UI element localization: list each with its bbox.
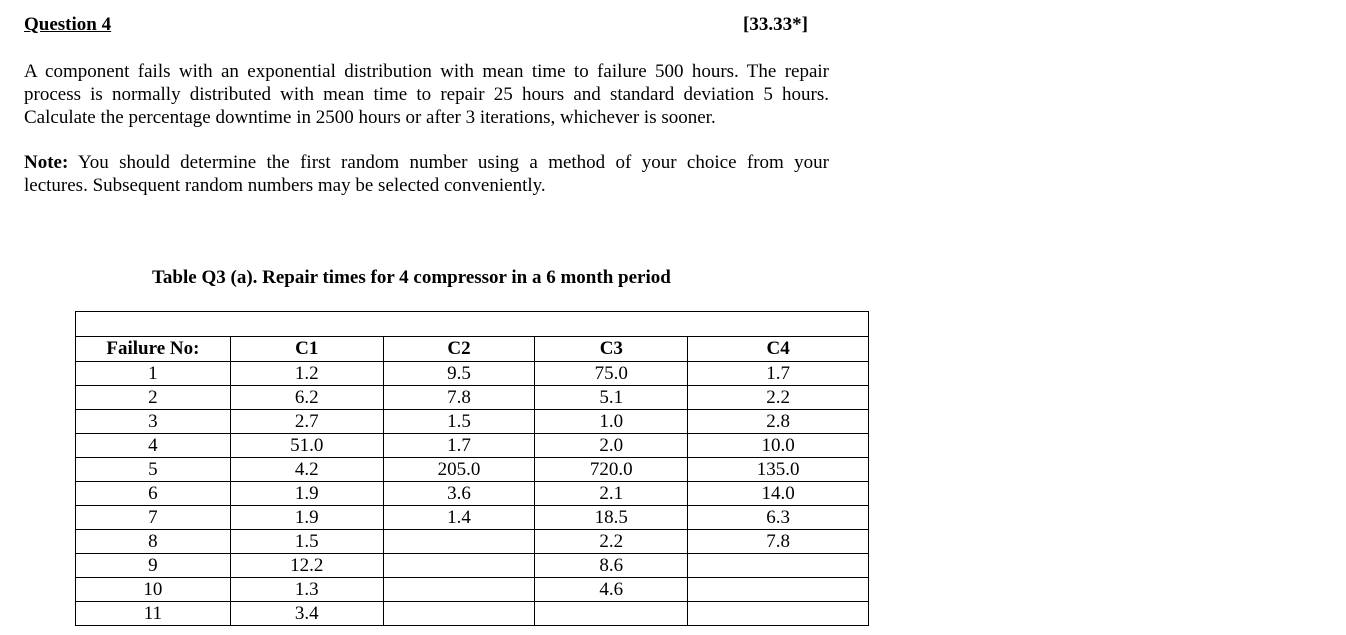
repair-time-cell: 51.0 [230,434,383,458]
repair-time-cell [383,602,535,626]
note-paragraph [24,151,829,197]
repair-time-cell: 1.4 [383,506,535,530]
repair-time-cell: 18.5 [535,506,688,530]
table-row [76,602,869,626]
repair-time-cell: 6.2 [230,386,383,410]
table-row [76,530,869,554]
table-row [76,410,869,434]
failure-number-cell: 2 [76,386,231,410]
repair-time-cell: 2.1 [535,482,688,506]
paragraph-line: process is normally distributed with mean time to repair 25 hours and standard deviation 5 hours. [24,84,829,105]
repair-time-cell: 135.0 [688,458,869,482]
repair-time-cell: 1.2 [230,362,383,386]
repair-time-cell: 5.1 [535,386,688,410]
repair-time-cell [383,530,535,554]
question-paragraph [24,60,829,129]
failure-number-cell: 10 [76,578,231,602]
header-cell: C1 [230,337,383,362]
table-row [76,434,869,458]
table-row [76,362,869,386]
repair-time-cell: 1.5 [230,530,383,554]
repair-time-cell: 10.0 [688,434,869,458]
repair-time-cell: 4.6 [535,578,688,602]
repair-time-cell: 2.7 [230,410,383,434]
failure-number-cell: 7 [76,506,231,530]
table-row [76,386,869,410]
header-cell: C2 [383,337,535,362]
repair-time-cell: 1.7 [688,362,869,386]
repair-time-cell: 75.0 [535,362,688,386]
repair-time-cell: 205.0 [383,458,535,482]
repair-time-cell: 8.6 [535,554,688,578]
repair-time-cell: 12.2 [230,554,383,578]
note-line [24,151,829,174]
repair-time-cell [688,578,869,602]
table-row [76,578,869,602]
repair-time-cell [535,602,688,626]
repair-time-cell: 3.4 [230,602,383,626]
repair-times-table [75,311,869,626]
repair-time-cell [688,602,869,626]
repair-time-cell [688,554,869,578]
paragraph-line: A component fails with an exponential distribution with mean time to failure 500 hours. The repair [24,61,829,82]
failure-number-cell: 9 [76,554,231,578]
repair-time-cell: 1.0 [535,410,688,434]
question-marks: [33.33*] [743,14,808,35]
table-header-row [76,337,869,362]
failure-number-cell: 5 [76,458,231,482]
table-blank-cell [76,312,869,337]
repair-time-cell: 9.5 [383,362,535,386]
repair-time-cell: 7.8 [383,386,535,410]
repair-time-cell: 6.3 [688,506,869,530]
repair-time-cell: 2.0 [535,434,688,458]
table-row [76,458,869,482]
table-blank-row [76,312,869,337]
failure-number-cell: 6 [76,482,231,506]
table-row [76,482,869,506]
paragraph-line: Calculate the percentage downtime in 2500 hours or after 3 iterations, whichever is sooner. [24,107,716,128]
table-row [76,554,869,578]
repair-time-cell: 3.6 [383,482,535,506]
note-text: You should determine the first random number using a method of your choice from your [68,152,829,173]
repair-time-cell: 1.7 [383,434,535,458]
repair-time-cell: 1.9 [230,482,383,506]
repair-time-cell: 2.8 [688,410,869,434]
header-cell: Failure No: [76,337,231,362]
repair-time-cell: 1.9 [230,506,383,530]
note-label: Note: [24,152,69,173]
repair-time-cell [383,554,535,578]
note-line: lectures. Subsequent random numbers may be selected conveniently. [24,175,546,196]
repair-time-cell [383,578,535,602]
repair-time-cell: 4.2 [230,458,383,482]
repair-time-cell: 2.2 [535,530,688,554]
repair-time-cell: 7.8 [688,530,869,554]
failure-number-cell: 8 [76,530,231,554]
failure-number-cell: 11 [76,602,231,626]
repair-time-cell: 14.0 [688,482,869,506]
repair-time-cell: 720.0 [535,458,688,482]
failure-number-cell: 1 [76,362,231,386]
failure-number-cell: 3 [76,410,231,434]
repair-time-cell: 1.5 [383,410,535,434]
repair-time-cell: 1.3 [230,578,383,602]
table-caption: Table Q3 (a). Repair times for 4 compressor in a 6 month period [152,267,671,288]
repair-time-cell: 2.2 [688,386,869,410]
table-row [76,506,869,530]
question-title: Question 4 [24,14,112,35]
failure-number-cell: 4 [76,434,231,458]
header-cell: C3 [535,337,688,362]
header-cell: C4 [688,337,869,362]
